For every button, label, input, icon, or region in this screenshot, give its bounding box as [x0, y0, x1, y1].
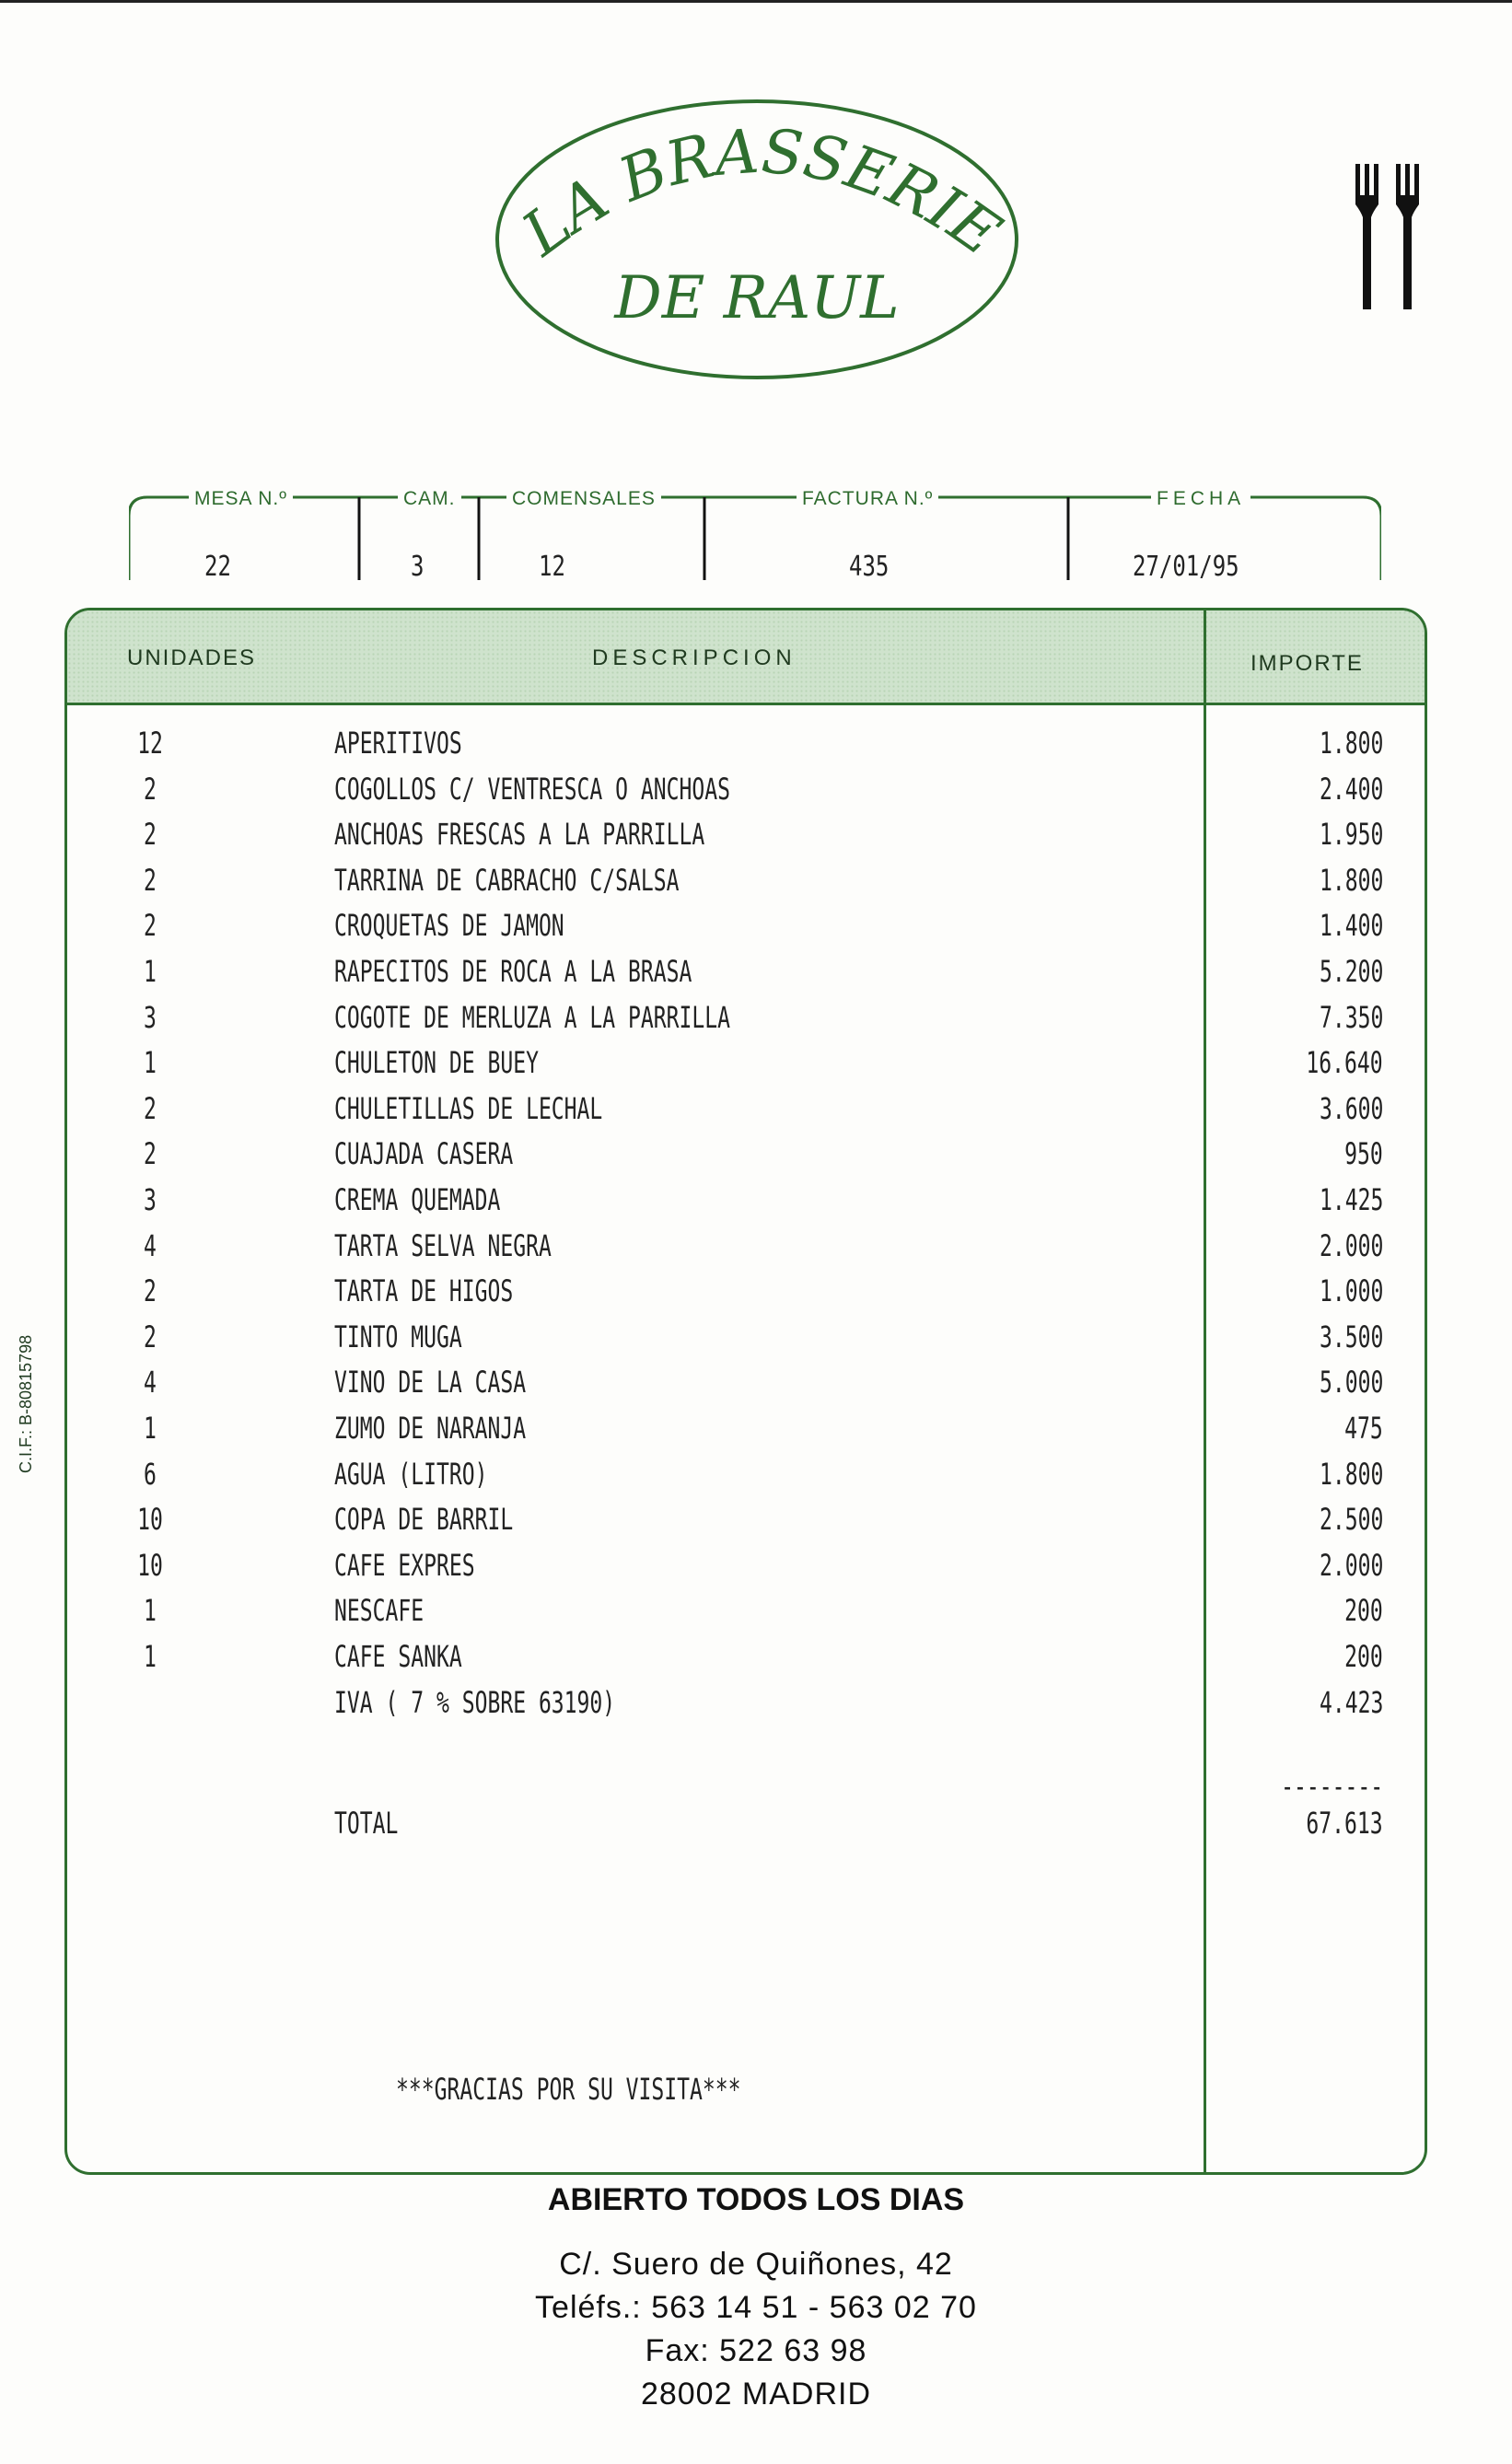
item-description: CREMA QUEMADA [334, 1182, 501, 1217]
item-row [67, 817, 1425, 863]
item-amount: 1.425 [1319, 1182, 1383, 1217]
item-description: COPA DE BARRIL [334, 1502, 514, 1538]
item-row [67, 1136, 1425, 1182]
item-row [67, 1593, 1425, 1639]
item-row [67, 1045, 1425, 1091]
item-qty: 1 [144, 1411, 157, 1446]
comensales-label: COMENSALES [506, 488, 661, 510]
footer-city: 28002 MADRID [640, 2377, 872, 2412]
item-row [67, 1182, 1425, 1228]
item-amount: 5.200 [1319, 954, 1383, 989]
item-qty: 2 [144, 908, 157, 944]
item-amount: 3.600 [1319, 1090, 1383, 1126]
item-qty: 1 [144, 1593, 157, 1629]
item-description: CUAJADA CASERA [334, 1136, 514, 1172]
item-amount: 4.423 [1319, 1684, 1383, 1720]
fecha-label: FECHA [1151, 488, 1250, 510]
total-label: TOTAL [334, 1806, 399, 1841]
item-description: TARTA SELVA NEGRA [334, 1227, 552, 1263]
fork-knife-icon [1352, 164, 1435, 311]
item-amount: 2.000 [1319, 1547, 1383, 1583]
item-qty: 10 [137, 1502, 163, 1538]
item-qty: 12 [137, 726, 163, 761]
item-amount: 200 [1344, 1593, 1383, 1629]
total-row [67, 1806, 1425, 1852]
thanks-message: ***GRACIAS POR SU VISITA*** [396, 2072, 741, 2107]
item-description: ZUMO DE NARANJA [334, 1411, 527, 1446]
item-description: NESCAFE [334, 1593, 425, 1629]
item-qty: 6 [144, 1456, 157, 1492]
item-qty: 4 [144, 1365, 157, 1401]
item-qty: 2 [144, 862, 157, 898]
item-amount: 7.350 [1319, 999, 1383, 1035]
item-amount: 1.800 [1319, 726, 1383, 761]
item-description: TINTO MUGA [334, 1319, 462, 1354]
item-amount: 5.000 [1319, 1365, 1383, 1401]
mesa-label: MESA N.º [189, 488, 293, 510]
cif-number: C.I.F.: B-80815798 [17, 1334, 35, 1473]
item-row [67, 1091, 1425, 1137]
col-descripcion: DESCRIPCION [592, 645, 797, 670]
item-qty: 1 [144, 1639, 157, 1674]
item-description: COGOTE DE MERLUZA A LA PARRILLA [334, 999, 731, 1035]
item-description: CROQUETAS DE JAMON [334, 908, 564, 944]
item-amount: 2.400 [1319, 771, 1383, 807]
item-row [67, 1457, 1425, 1503]
invoice-table [64, 608, 1427, 2175]
item-description: TARRINA DE CABRACHO C/SALSA [334, 862, 680, 898]
col-unidades: UNIDADES [127, 645, 257, 670]
cam-label: CAM. [398, 488, 461, 510]
item-row [67, 908, 1425, 954]
item-description: CHULETON DE BUEY [334, 1045, 539, 1081]
restaurant-logo [493, 97, 1022, 382]
item-amount: 1.950 [1319, 817, 1383, 853]
logo-line-1: LA BRASSERIE [509, 115, 1014, 270]
item-description: CAFE SANKA [334, 1639, 462, 1674]
item-amount: 1.400 [1319, 908, 1383, 944]
item-row [67, 863, 1425, 909]
item-row [67, 1273, 1425, 1319]
item-amount: 3.500 [1319, 1319, 1383, 1354]
item-row [67, 1000, 1425, 1046]
item-qty: 4 [144, 1227, 157, 1263]
item-row [67, 1411, 1425, 1457]
item-qty: 2 [144, 1090, 157, 1126]
factura-value: 435 [849, 551, 890, 583]
item-description: VINO DE LA CASA [334, 1365, 527, 1401]
footer-headline: ABIERTO TODOS LOS DIAS [547, 2182, 965, 2217]
logo-line-2: DE RAUL [614, 264, 900, 332]
footer-fax: Fax: 522 63 98 [645, 2333, 867, 2368]
item-amount: 2.500 [1319, 1502, 1383, 1538]
comensales-value: 12 [539, 551, 565, 583]
mesa-value: 22 [204, 551, 231, 583]
item-amount: 950 [1344, 1136, 1383, 1172]
item-qty: 2 [144, 1319, 157, 1354]
cam-value: 3 [411, 551, 425, 583]
item-description: CHULETILLAS DE LECHAL [334, 1090, 603, 1126]
item-qty: 10 [137, 1547, 163, 1583]
item-row [67, 1685, 1425, 1731]
item-qty: 3 [144, 999, 157, 1035]
footer-phones: Teléfs.: 563 14 51 - 563 02 70 [535, 2290, 977, 2325]
item-description: CAFE EXPRES [334, 1547, 475, 1583]
top-edge-line [0, 0, 1512, 3]
item-row [67, 954, 1425, 1000]
item-description: COGOLLOS C/ VENTRESCA O ANCHOAS [334, 771, 731, 807]
fecha-value: 27/01/95 [1133, 551, 1239, 583]
total-separator: -------- [1281, 1769, 1383, 1804]
factura-label: FACTURA N.º [797, 488, 938, 510]
item-amount: 2.000 [1319, 1227, 1383, 1263]
table-header [67, 610, 1425, 705]
item-amount: 1.000 [1319, 1273, 1383, 1309]
item-qty: 2 [144, 817, 157, 853]
item-description: IVA ( 7 % SOBRE 63190) [334, 1684, 616, 1720]
item-row [67, 1548, 1425, 1594]
item-row [67, 1365, 1425, 1411]
item-row [67, 726, 1425, 772]
item-amount: 16.640 [1306, 1045, 1383, 1081]
item-qty: 2 [144, 771, 157, 807]
item-description: ANCHOAS FRESCAS A LA PARRILLA [334, 817, 705, 853]
item-qty: 1 [144, 954, 157, 989]
item-description: TARTA DE HIGOS [334, 1273, 514, 1309]
item-row [67, 1228, 1425, 1274]
item-description: RAPECITOS DE ROCA A LA BRASA [334, 954, 692, 989]
item-description: APERITIVOS [334, 726, 462, 761]
item-row [67, 1502, 1425, 1548]
item-row [67, 772, 1425, 818]
item-qty: 2 [144, 1273, 157, 1309]
col-importe: IMPORTE [1250, 651, 1364, 676]
item-qty: 2 [144, 1136, 157, 1172]
footer-address: C/. Suero de Quiñones, 42 [559, 2247, 953, 2282]
item-amount: 200 [1344, 1639, 1383, 1674]
item-amount: 1.800 [1319, 862, 1383, 898]
item-qty: 3 [144, 1182, 157, 1217]
total-amount: 67.613 [1306, 1806, 1383, 1841]
item-amount: 1.800 [1319, 1456, 1383, 1492]
item-row [67, 1639, 1425, 1685]
item-row [67, 1319, 1425, 1366]
item-amount: 475 [1344, 1411, 1383, 1446]
item-qty: 1 [144, 1045, 157, 1081]
item-description: AGUA (LITRO) [334, 1456, 488, 1492]
